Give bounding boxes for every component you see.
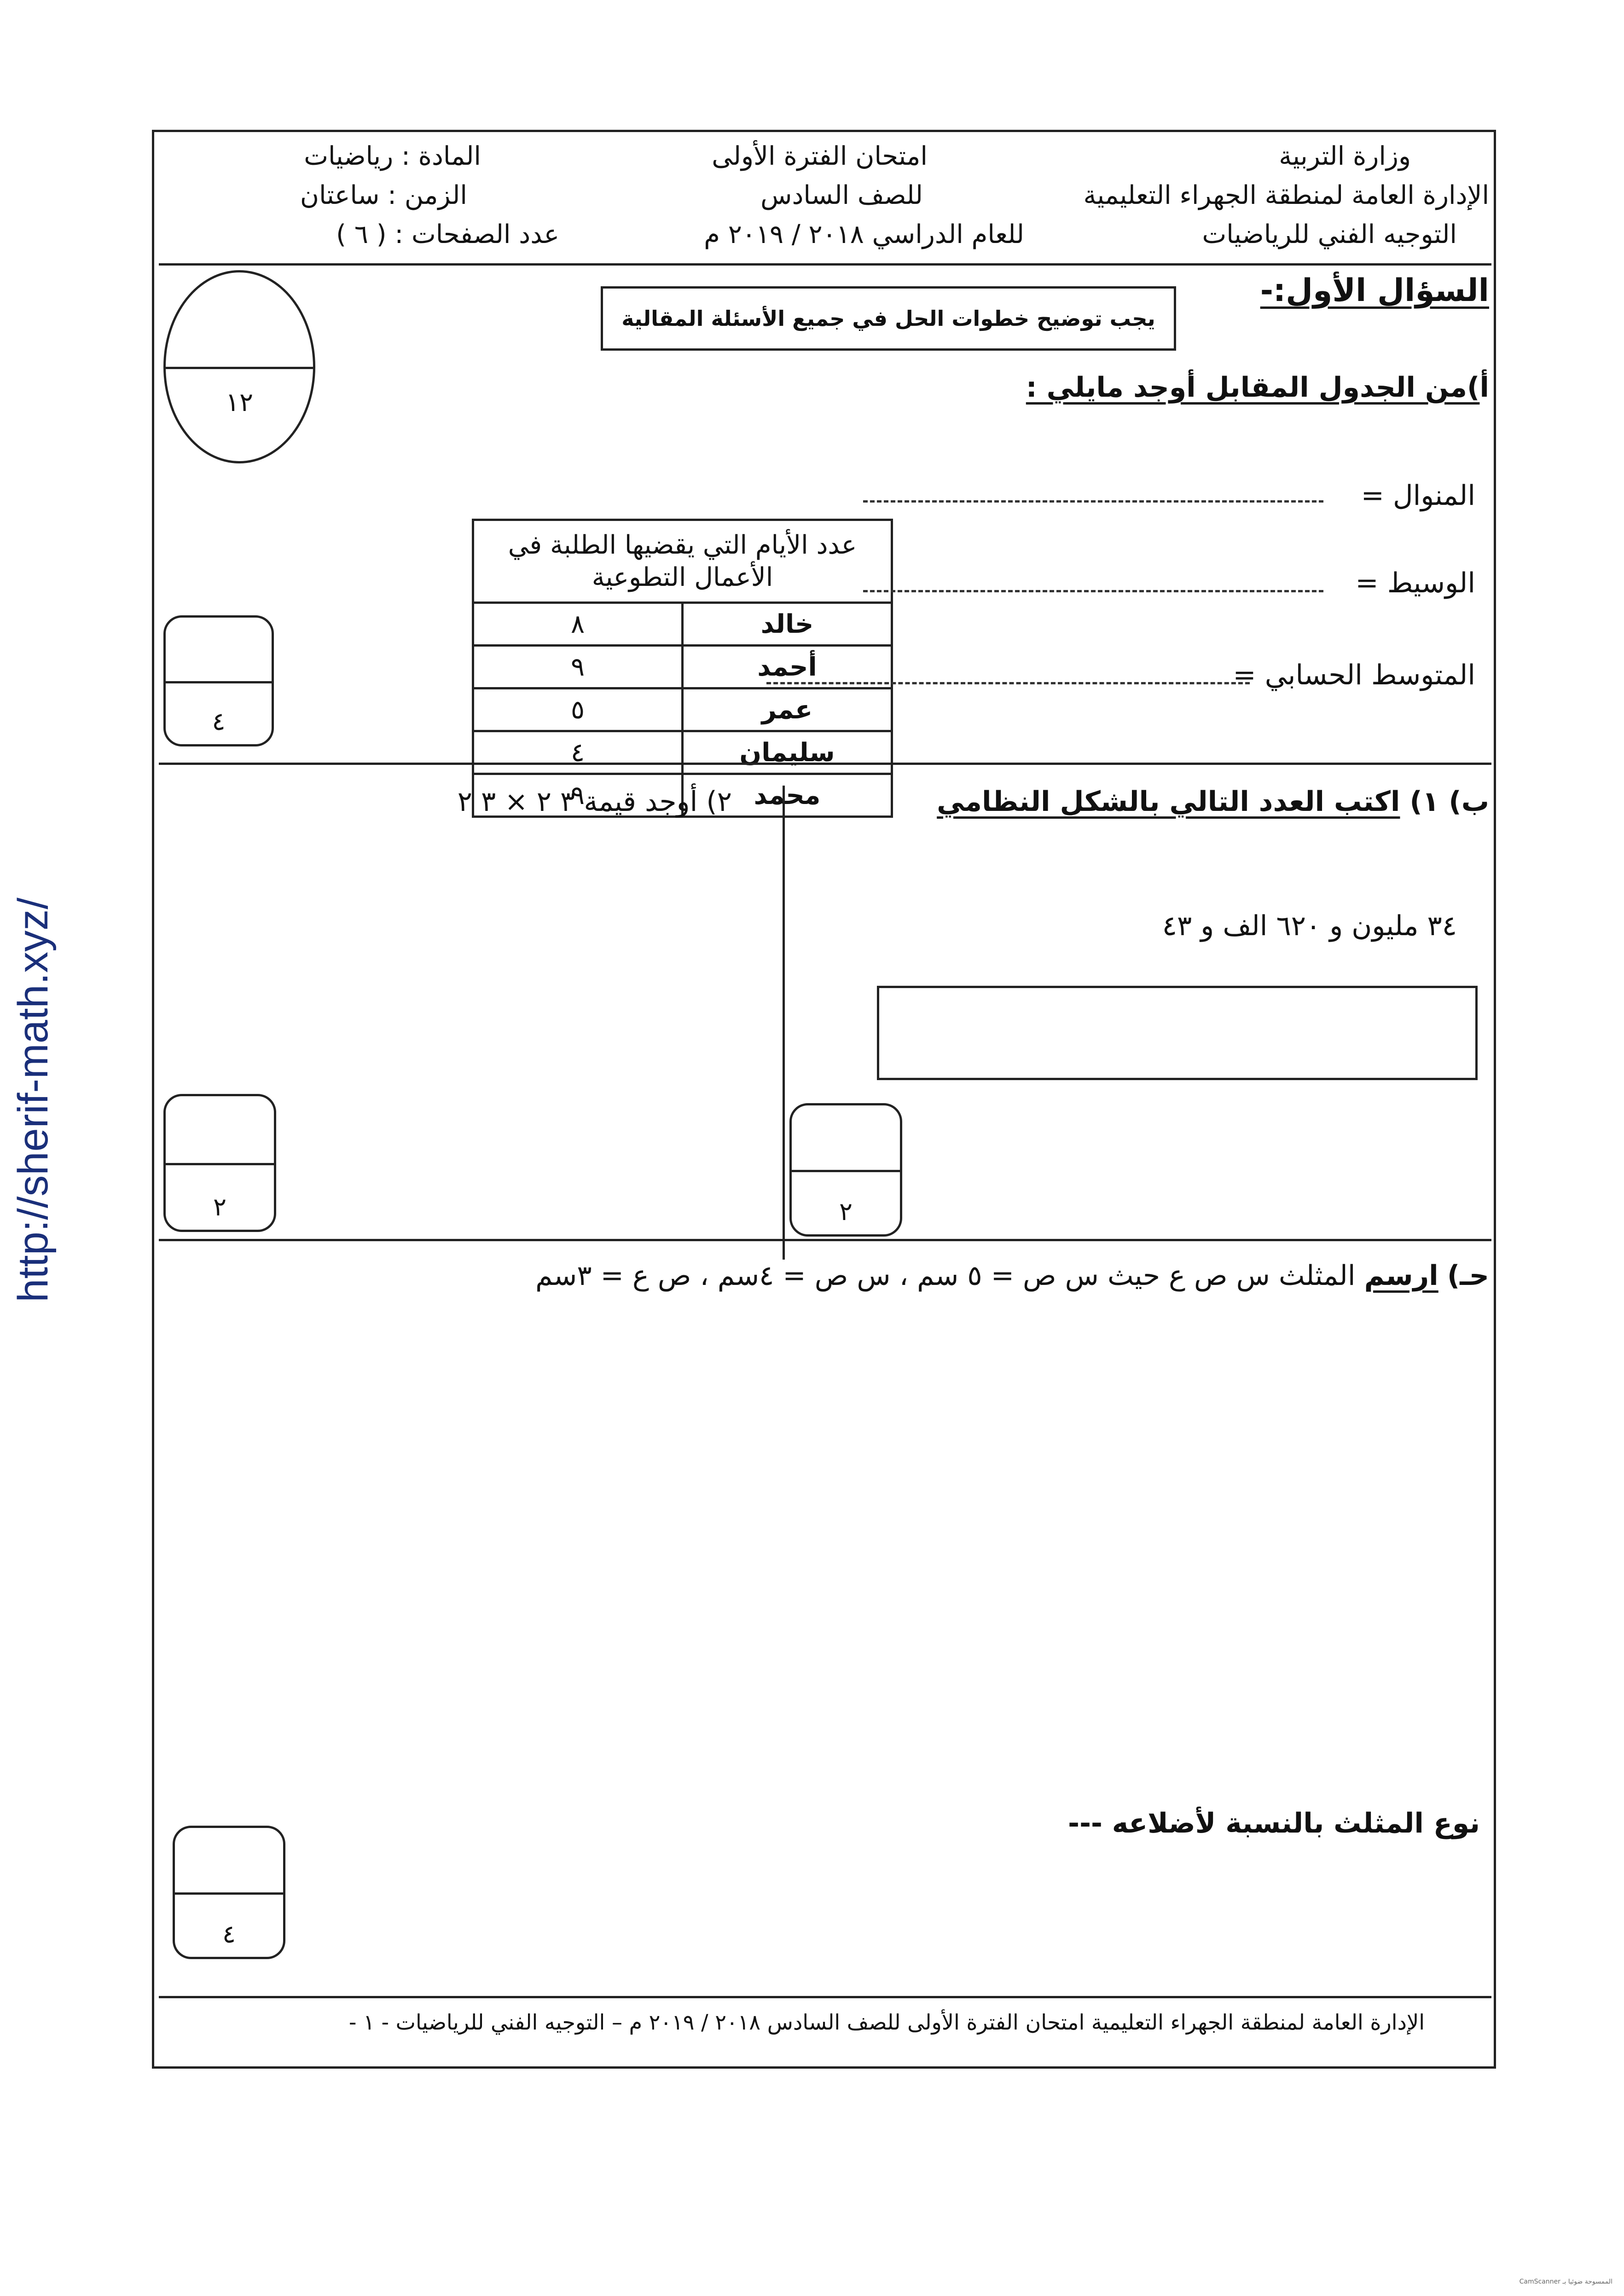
part-a-prompt: )من الجدول المقابل أوجد مايلي : bbox=[1026, 371, 1480, 404]
header-department: التوجيه الفني للرياضيات bbox=[1202, 220, 1457, 249]
scanner-mark: CamScanner الممسوحة ضوئيا بـ bbox=[1519, 2278, 1612, 2285]
mode-label: المنوال = bbox=[1361, 480, 1475, 512]
table-row bbox=[473, 603, 892, 646]
header-time: الزمن : ساعتان bbox=[300, 180, 467, 210]
part-c-prompt: المثلث س ص ع حيث س ص = ٥ سم ، س ص = ٤سم ، ص ع = ٣سم bbox=[535, 1260, 1356, 1292]
median-label: الوسيط = bbox=[1355, 567, 1475, 599]
instruction-text: يجب توضيح خطوات الحل في جميع الأسئلة المقالية bbox=[621, 306, 1155, 331]
exam-page bbox=[152, 130, 1496, 2069]
part-b1-answer-box[interactable] bbox=[877, 986, 1478, 1080]
q1-title: السؤال الأول:- bbox=[1260, 272, 1489, 309]
table-row bbox=[473, 731, 892, 774]
median-answer-line[interactable] bbox=[863, 590, 1323, 592]
header-page-count: عدد الصفحات : ( ٦ ) bbox=[336, 220, 559, 249]
table-cell-name: خالد bbox=[683, 603, 892, 646]
header-exam-title: امتحان الفترة الأولى bbox=[712, 141, 928, 171]
table-cell-name: أحمد bbox=[683, 646, 892, 688]
table-cell-value: ٨ bbox=[473, 603, 683, 646]
part-b2-score-box bbox=[163, 1094, 276, 1232]
part-b2-heading bbox=[458, 786, 732, 818]
header-divider bbox=[159, 263, 1491, 266]
table-header: عدد الأيام التي يقضيها الطلبة في الأعمال التطوعية bbox=[473, 520, 892, 603]
table-cell-value: ٩ bbox=[473, 774, 683, 817]
mean-label: المتوسط الحسابي = bbox=[1233, 659, 1475, 691]
part-c-heading bbox=[535, 1260, 1489, 1292]
header-grade: للصف السادس bbox=[760, 180, 923, 210]
part-b1-prefix: ب) ١) bbox=[1409, 786, 1489, 818]
website-watermark: http://sherif-math.xyz/ bbox=[10, 897, 57, 1302]
part-a-label bbox=[1026, 371, 1489, 404]
header-subject: المادة : رياضيات bbox=[304, 141, 481, 171]
part-b2-score: ٢ bbox=[213, 1192, 226, 1221]
part-b1-number: ٣٤ مليون و ٦٢٠ الف و ٤٣ bbox=[1162, 910, 1457, 942]
table-cell-value: ٥ bbox=[473, 688, 683, 731]
part-a-score-box bbox=[163, 615, 274, 746]
header-ministry: وزارة التربية bbox=[1279, 141, 1411, 171]
table-cell-name: عمر bbox=[683, 688, 892, 731]
total-score-value: ١٢ bbox=[225, 387, 254, 417]
mode-answer-line[interactable] bbox=[863, 500, 1323, 503]
part-b1-score: ٢ bbox=[839, 1197, 853, 1226]
mean-answer-line[interactable] bbox=[766, 682, 1250, 684]
part-c-score-box bbox=[173, 1826, 285, 1959]
header-directorate: الإدارة العامة لمنطقة الجهراء التعليمية bbox=[1083, 180, 1489, 210]
part-b1-score-box bbox=[789, 1103, 902, 1237]
table-header-row bbox=[473, 520, 892, 603]
part-a-letter: أ bbox=[1479, 371, 1489, 404]
part-c-type-prompt: نوع المثلث بالنسبة لأضلاعه --- bbox=[1068, 1807, 1480, 1839]
total-score-oval bbox=[163, 270, 315, 463]
table-row bbox=[473, 688, 892, 731]
part-c-score: ٤ bbox=[222, 1920, 236, 1949]
part-b-column-divider bbox=[783, 786, 785, 1260]
part-b2-expression: ٣ ٢ × ٣ ٢ bbox=[457, 786, 575, 818]
table-cell-name: محمد bbox=[683, 774, 892, 817]
part-b2-prefix: ٢) bbox=[706, 786, 732, 818]
part-b1-prompt: اكتب العدد التالي بالشكل النظامي bbox=[937, 786, 1400, 818]
part-b-divider bbox=[159, 1239, 1491, 1241]
part-a-score: ٤ bbox=[212, 707, 226, 736]
instruction-box bbox=[601, 286, 1176, 351]
footer-divider bbox=[159, 1996, 1491, 1998]
part-b1-heading bbox=[937, 786, 1489, 818]
part-c-prefix: حـ) bbox=[1447, 1260, 1489, 1292]
part-b2-prompt: أوجد قيمة bbox=[584, 786, 698, 818]
volunteer-days-table bbox=[472, 519, 893, 818]
table-cell-value: ٤ bbox=[473, 731, 683, 774]
header-year: للعام الدراسي ٢٠١٨ / ٢٠١٩ م bbox=[704, 220, 1024, 249]
part-c-verb: ارسم bbox=[1364, 1260, 1438, 1292]
part-a-divider bbox=[159, 763, 1491, 765]
table-cell-value: ٩ bbox=[473, 646, 683, 688]
page-footer: الإدارة العامة لمنطقة الجهراء التعليمية امتحان الفترة الأولى للصف السادس ٢٠١٨ / ٢٠١٩ م – التوجيه الفني للرياضيات - ١ - bbox=[348, 2010, 1425, 2035]
table-cell-name: سليمان bbox=[683, 731, 892, 774]
